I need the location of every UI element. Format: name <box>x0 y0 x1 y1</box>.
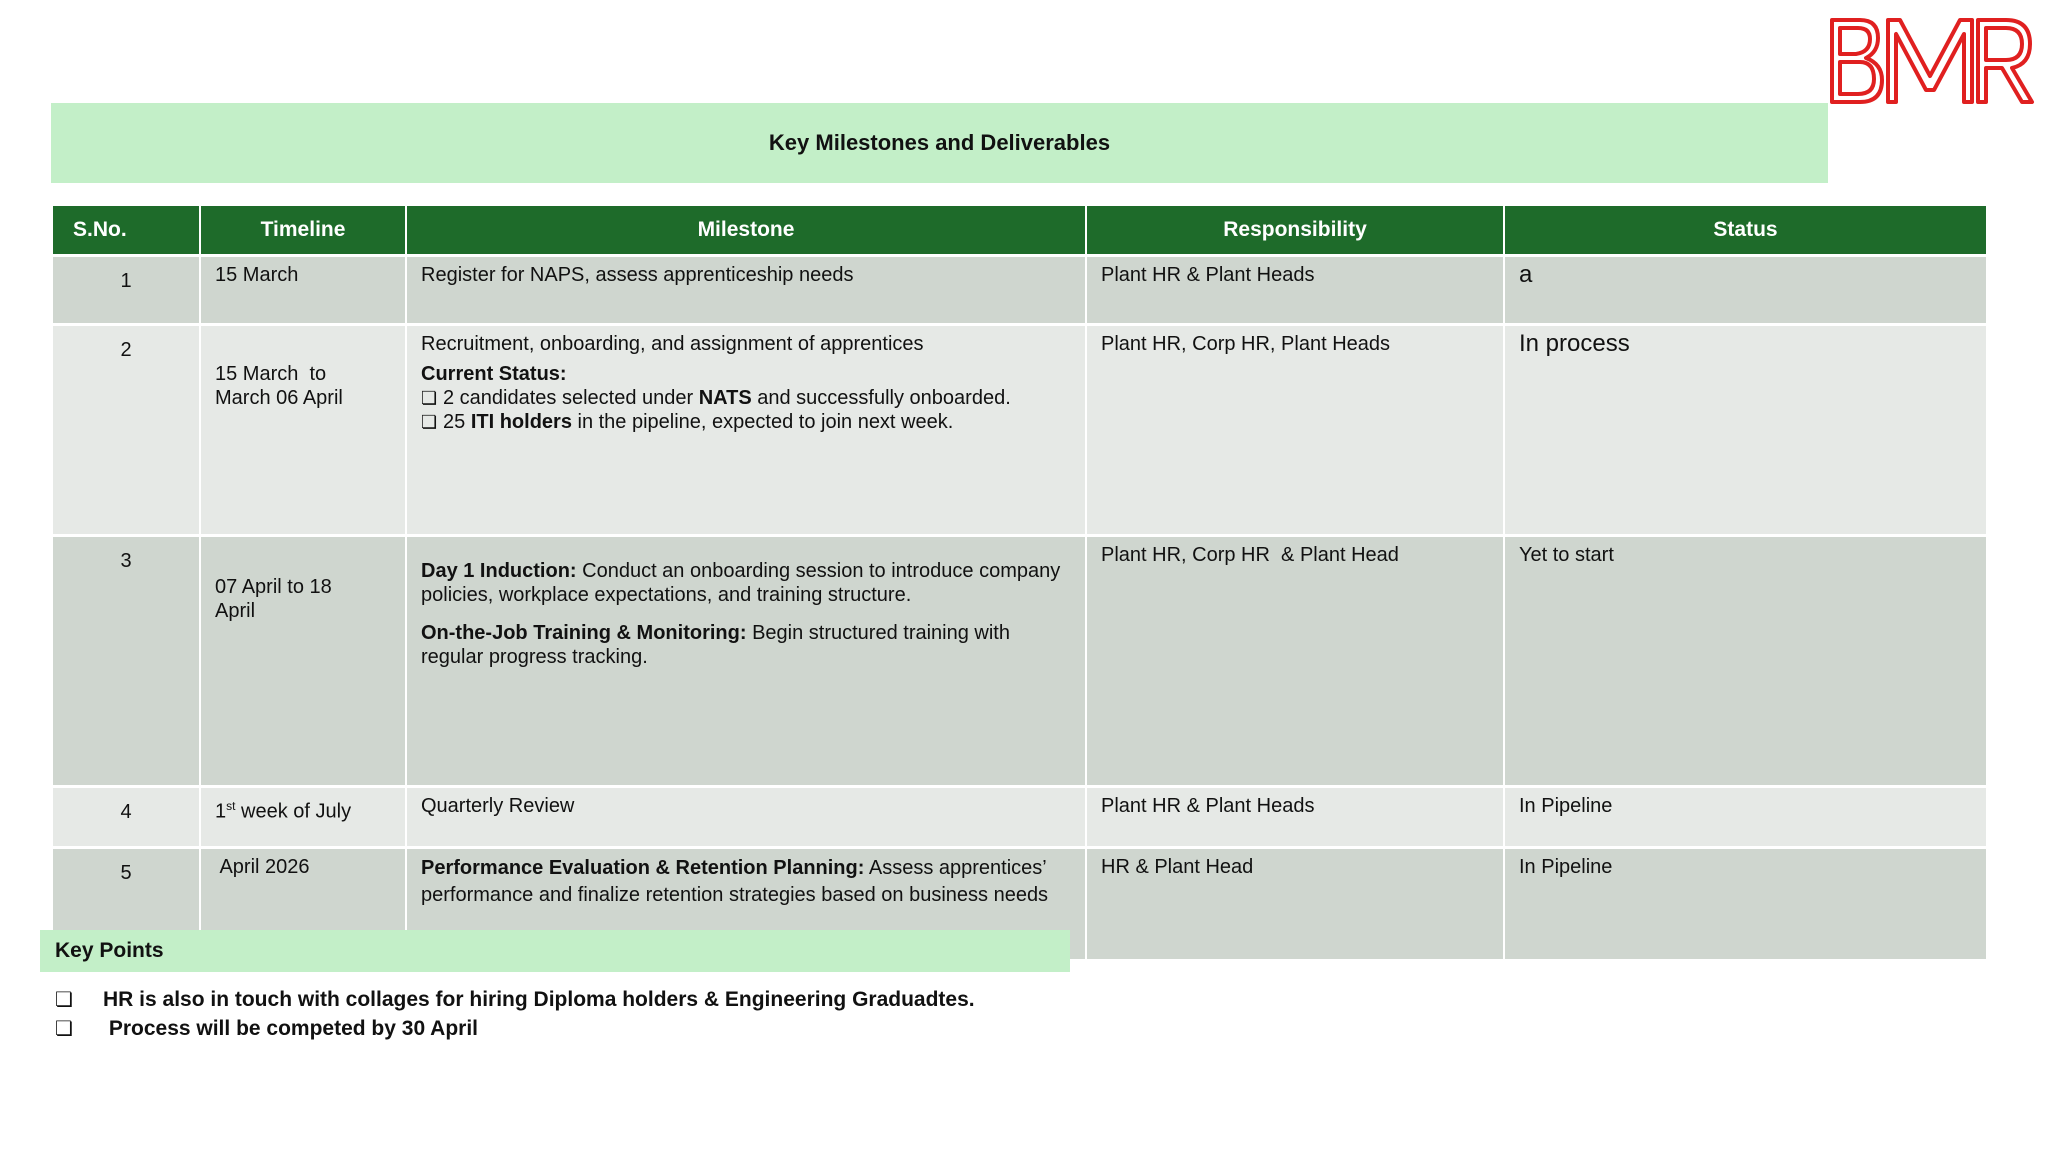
cell-status: In process <box>1504 325 1987 536</box>
cell-milestone: Quarterly Review <box>406 787 1086 848</box>
list-item <box>421 386 1071 410</box>
header-sno: S.No. <box>52 206 200 256</box>
key-point-text: HR is also in touch with collages for hiring Diploma holders & Engineering Graduadtes. <box>103 987 975 1011</box>
cell-milestone: Register for NAPS, assess apprenticeship needs <box>406 256 1086 325</box>
cell-milestone <box>406 536 1086 787</box>
milestone-paragraph <box>421 559 1071 607</box>
cell-status: In Pipeline <box>1504 787 1987 848</box>
bullet-text: in the pipeline, expected to join next week. <box>571 411 954 433</box>
cell-sno: 3 <box>52 536 200 787</box>
cell-status: a <box>1504 256 1987 325</box>
timeline-text: week of July <box>235 800 352 823</box>
header-timeline: Timeline <box>200 206 406 256</box>
header-responsibility: Responsibility <box>1086 206 1504 256</box>
page-title: Key Milestones and Deliverables <box>51 103 1828 183</box>
timeline-line: 15 March to <box>215 363 327 385</box>
list-item <box>55 985 975 1014</box>
bullet-bold: NATS <box>698 387 752 409</box>
milestone-bold: Performance Evaluation & Retention Planning: <box>421 857 865 879</box>
cell-sno: 1 <box>52 256 200 325</box>
cell-sno: 4 <box>52 787 200 848</box>
cell-milestone <box>406 325 1086 536</box>
checkbox-bullet-icon: ❏ <box>55 989 73 1011</box>
cell-responsibility: Plant HR & Plant Heads <box>1086 256 1504 325</box>
checkbox-bullet-icon: ❏ <box>421 388 438 408</box>
cell-sno: 2 <box>52 325 200 536</box>
milestone-text: Recruitment, onboarding, and assignment of apprentices <box>421 333 924 355</box>
milestones-table <box>51 206 1988 959</box>
timeline-line: 07 April to 18 <box>215 576 332 598</box>
bmr-logo <box>1826 14 2036 108</box>
header-milestone: Milestone <box>406 206 1086 256</box>
checkbox-bullet-icon: ❏ <box>55 1018 73 1040</box>
bullet-text: 2 candidates selected under <box>443 387 699 409</box>
timeline-suffix: st <box>226 799 236 813</box>
milestone-text: Conduct an onboarding session to introduce company policies, workplace expectations, and training structure. <box>421 560 1061 606</box>
bullet-text: and successfully onboarded. <box>751 387 1011 409</box>
milestone-bold: On-the-Job Training & Monitoring: <box>421 622 747 644</box>
table-row <box>52 325 1987 536</box>
cell-timeline <box>200 787 406 848</box>
cell-responsibility: Plant HR, Corp HR & Plant Head <box>1086 536 1504 787</box>
cell-responsibility: Plant HR & Plant Heads <box>1086 787 1504 848</box>
cell-timeline: 15 March <box>200 256 406 325</box>
bullet-bold: ITI holders <box>470 411 572 433</box>
cell-timeline <box>200 325 406 536</box>
key-point-text: Process will be competed by 30 April <box>103 1016 479 1040</box>
cell-sno: 5 <box>52 848 200 960</box>
header-status: Status <box>1504 206 1987 256</box>
cell-timeline: April 2026 <box>200 848 406 960</box>
current-status-label: Current Status: <box>421 363 567 385</box>
cell-responsibility: HR & Plant Head <box>1086 848 1504 960</box>
cell-status: Yet to start <box>1504 536 1987 787</box>
table-header-row <box>52 206 1987 256</box>
milestone-bold: Day 1 Induction: <box>421 560 577 582</box>
milestone-paragraph <box>421 621 1071 669</box>
table-row <box>52 787 1987 848</box>
timeline-line: April <box>215 600 256 622</box>
key-points-title: Key Points <box>40 930 1070 972</box>
checkbox-bullet-icon: ❏ <box>421 412 438 432</box>
table-row <box>52 256 1987 325</box>
list-item <box>55 1014 975 1043</box>
list-item <box>421 410 1071 434</box>
cell-responsibility: Plant HR, Corp HR, Plant Heads <box>1086 325 1504 536</box>
cell-timeline <box>200 536 406 787</box>
cell-status: In Pipeline <box>1504 848 1987 960</box>
timeline-line: March 06 April <box>215 387 343 409</box>
milestone-text: Begin structured training with regular progress tracking. <box>421 622 1010 668</box>
key-points-list <box>55 985 975 1043</box>
bullet-text: 25 <box>443 411 471 433</box>
timeline-number: 1 <box>215 800 227 823</box>
milestone-text: Assess apprentices’ performance and finalize retention strategies based on business needs <box>421 857 1049 906</box>
table-row <box>52 536 1987 787</box>
